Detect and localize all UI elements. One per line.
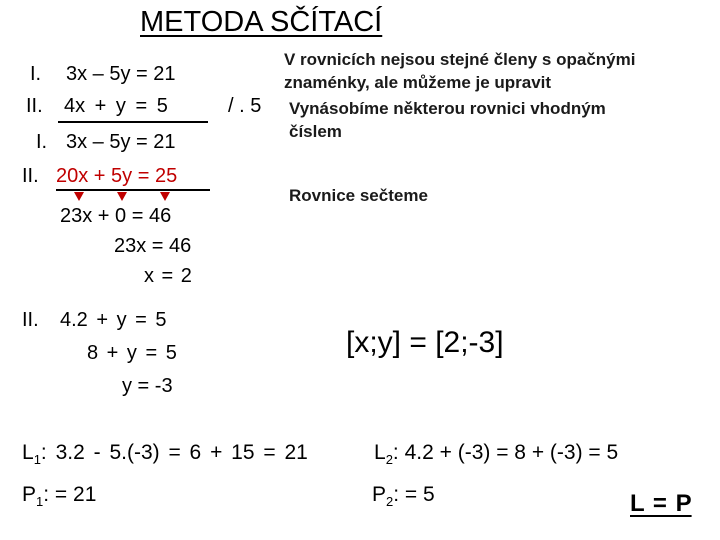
equation-2: 4x + y = 5 — [64, 95, 168, 117]
arrow-down-icon — [74, 192, 84, 201]
substitution-row-number: II. — [22, 309, 39, 331]
equation-2b: 20x + 5y = 25 — [56, 165, 178, 187]
multiplier: / . 5 — [228, 95, 262, 117]
substitution-step-1: 4.2 + y = 5 — [60, 309, 167, 331]
divider-line — [58, 121, 208, 123]
result: [x;y] = [2;-3] — [346, 326, 504, 359]
conclusion: L = P — [630, 490, 692, 517]
sum-step-1: 23x + 0 = 46 — [60, 205, 172, 227]
row-number-2: II. — [26, 95, 43, 117]
sum-step-2: 23x = 46 — [114, 235, 192, 257]
note-multiply-line-2: číslem — [289, 122, 342, 141]
row-number-1: I. — [30, 63, 42, 85]
check-right-1: $P_1$: = 21 — [22, 483, 97, 510]
check-left-2: $L_2$: 4.2 + (-3) = 8 + (-3) = 5 — [374, 441, 619, 468]
row-number-2b: II. — [22, 165, 39, 187]
sum-line — [56, 189, 210, 191]
equation-1: 3x – 5y = 21 — [66, 63, 176, 85]
check-right-2: $P_2$: = 5 — [372, 483, 435, 510]
note-add: Rovnice sečteme — [289, 186, 428, 205]
arrow-down-icon — [117, 192, 127, 201]
row-number-1b: I. — [36, 131, 48, 153]
page-title: METODA SČÍTACÍ — [140, 6, 383, 38]
substitution-step-2: 8 + y = 5 — [87, 342, 177, 364]
note-multiply-line-1: Vynásobíme některou rovnici vhodným — [289, 99, 606, 118]
note-hint-line-2: znaménky, ale můžeme je upravit — [284, 73, 552, 92]
arrow-down-icon — [160, 192, 170, 201]
check-left-1: $L_1$: 3.2 - 5.(-3) = 6 + 15 = 21 — [22, 441, 308, 468]
sum-step-3: x = 2 — [144, 265, 192, 287]
note-hint-line-1: V rovnicích nejsou stejné členy s opačnými — [284, 50, 636, 69]
equation-1b: 3x – 5y = 21 — [66, 131, 176, 153]
substitution-step-3: y = -3 — [122, 375, 173, 397]
